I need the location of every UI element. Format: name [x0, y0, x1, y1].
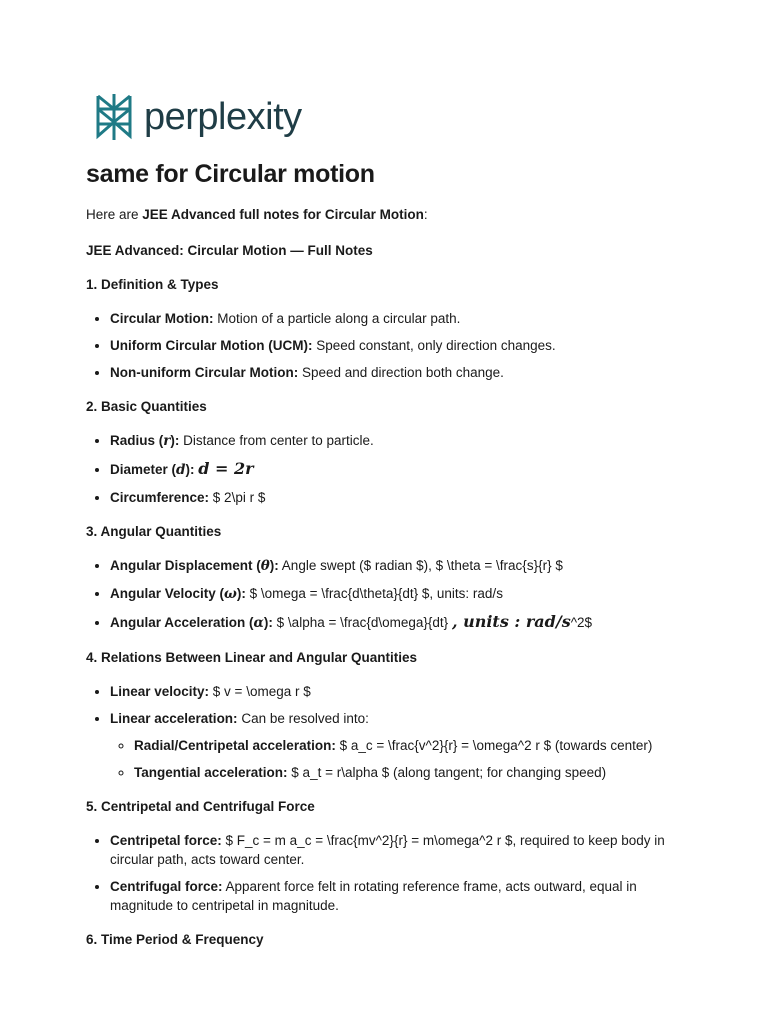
intro-suffix: : [423, 207, 428, 222]
math-symbol: ω [224, 586, 237, 602]
item-text: $ \alpha = \frac{d\omega}{dt} [272, 615, 452, 630]
item-label [110, 586, 246, 601]
item-text: Speed constant, only direction changes. [312, 338, 556, 353]
doc-heading: JEE Advanced: Circular Motion — Full Notes [86, 243, 373, 258]
list-item [110, 459, 686, 480]
item-label [110, 615, 273, 630]
item-text: Distance from center to particle. [179, 433, 374, 448]
item-label: Non-uniform Circular Motion: [110, 365, 299, 380]
item-label: Linear acceleration: [110, 711, 238, 726]
brand-name: perplexity [144, 95, 302, 138]
list-item [110, 309, 686, 328]
sub-list-item [134, 763, 686, 782]
item-text: $ \omega = \frac{d\theta}{dt} $, units: rad/s [245, 586, 503, 601]
list-item [110, 831, 686, 869]
math-symbol: α [253, 615, 264, 631]
item-label: Tangential acceleration: [134, 765, 288, 780]
section-heading-3: 3. Angular Quantities [86, 524, 222, 539]
intro-bold: JEE Advanced full notes for Circular Motion [142, 207, 424, 222]
intro-prefix: Here are [86, 207, 143, 222]
label-pre: Angular Velocity ( [110, 586, 225, 601]
math-formula: d = 2r [198, 459, 254, 478]
label-post: ): [269, 558, 279, 573]
section-4-list [86, 682, 686, 782]
sub-list-item [134, 736, 686, 755]
list-item [110, 556, 686, 576]
list-item [110, 488, 686, 507]
intro-paragraph [86, 205, 686, 224]
item-text: $ F_c = m a_c = \frac{mv^2}{r} = m\omega^2 r $, required to keep body in circular path, acts toward center. [110, 833, 665, 867]
list-item [110, 682, 686, 701]
label-pre: Diameter ( [110, 462, 177, 477]
section-heading-2: 2. Basic Quantities [86, 399, 207, 414]
item-label: Radial/Centripetal acceleration: [134, 738, 336, 753]
item-text: Speed and direction both change. [298, 365, 504, 380]
item-label: Linear velocity: [110, 684, 210, 699]
item-text: Apparent force felt in rotating reference frame, acts outward, equal in magnitude to centripetal in magnitude. [110, 879, 637, 913]
item-label [110, 433, 179, 448]
page-title: same for Circular motion [86, 160, 375, 188]
item-label: Circumference: [110, 490, 210, 505]
section-heading-4: 4. Relations Between Linear and Angular Quantities [86, 650, 418, 665]
item-text: Can be resolved into: [237, 711, 369, 726]
label-pre: Radius ( [110, 433, 164, 448]
item-label: Circular Motion: [110, 311, 214, 326]
section-heading-5: 5. Centripetal and Centrifugal Force [86, 799, 315, 814]
section-5-list [86, 831, 686, 915]
item-text: $ v = \omega r $ [209, 684, 311, 699]
list-item [110, 584, 686, 604]
item-text: Motion of a particle along a circular path. [213, 311, 461, 326]
label-post: ): [236, 586, 246, 601]
item-label: Centripetal force: [110, 833, 222, 848]
section-3-list [86, 556, 686, 633]
label-pre: Angular Displacement ( [110, 558, 261, 573]
item-text: $ 2\pi r $ [209, 490, 266, 505]
item-tail: ^2$ [570, 615, 593, 630]
math-formula: , units : rad/s [451, 612, 571, 631]
math-symbol: r [163, 433, 171, 449]
list-item [110, 877, 686, 915]
section-heading-1: 1. Definition & Types [86, 277, 219, 292]
label-pre: Angular Acceleration ( [110, 615, 254, 630]
list-item [110, 431, 686, 451]
item-text: $ a_t = r\alpha $ (along tangent; for changing speed) [287, 765, 607, 780]
list-item [110, 612, 686, 633]
section-1-list [86, 309, 686, 382]
list-item [110, 363, 686, 382]
label-post: ): [263, 615, 273, 630]
sub-list [110, 736, 686, 782]
item-text: Angle swept ($ radian $), $ \theta = \frac{s}{r} $ [278, 558, 563, 573]
label-post: ): [185, 462, 195, 477]
item-label: Centrifugal force: [110, 879, 223, 894]
section-heading-6: 6. Time Period & Frequency [86, 932, 264, 947]
item-label [110, 558, 279, 573]
perplexity-logo-icon [94, 92, 134, 142]
label-post: ): [170, 433, 180, 448]
item-label: Uniform Circular Motion (UCM): [110, 338, 313, 353]
list-item [110, 336, 686, 355]
item-label [110, 462, 194, 477]
perplexity-logo [94, 92, 302, 142]
notes-content [86, 205, 686, 964]
list-item [110, 709, 686, 782]
math-symbol: θ [260, 558, 270, 574]
math-symbol: d [176, 462, 186, 478]
section-2-list [86, 431, 686, 507]
item-text: $ a_c = \frac{v^2}{r} = \omega^2 r $ (towards center) [335, 738, 653, 753]
